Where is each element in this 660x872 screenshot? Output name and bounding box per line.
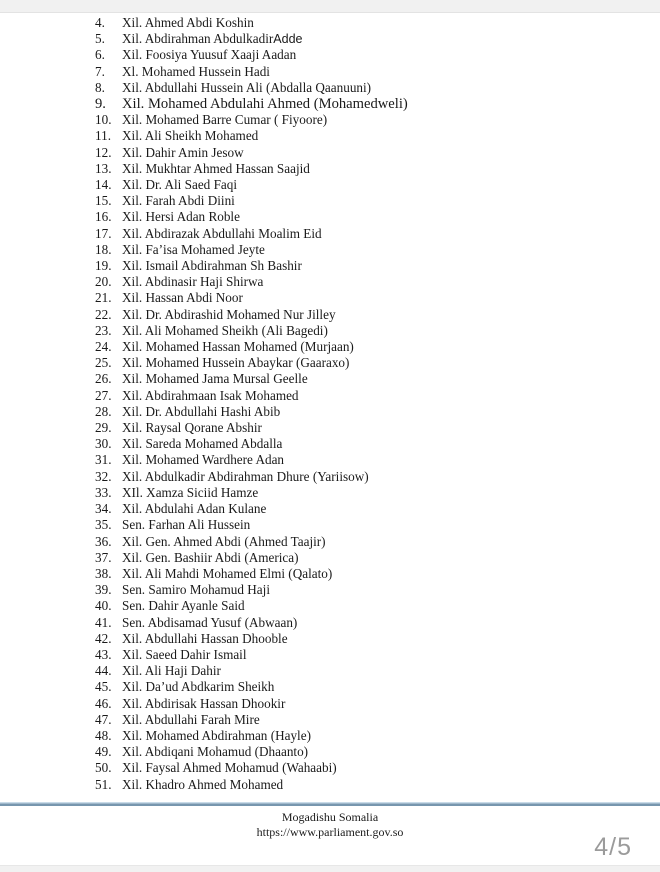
list-item (95, 371, 635, 387)
list-item (95, 47, 635, 63)
list-item-number: 28. (95, 403, 112, 419)
list-item-text: Xl. Mohamed Hussein Hadi (122, 63, 270, 79)
list-item-number: 33. (95, 484, 112, 500)
list-item-number: 48. (95, 727, 112, 743)
list-item-text: Xil. Abdirahman Abdulkadir (122, 31, 274, 47)
list-item-number: 4. (95, 15, 105, 30)
list-item (95, 290, 635, 306)
list-item-number: 24. (95, 339, 112, 355)
list-item-text: Xil. Ismail Abdirahman Sh Bashir (122, 258, 302, 274)
list-item-number: 42. (95, 630, 112, 646)
list-item-number: 12. (95, 144, 112, 160)
list-item (95, 258, 635, 274)
list-item-number: 14. (95, 177, 112, 193)
list-item-text: Xil. Saeed Dahir Ismail (122, 646, 247, 662)
list-item-number: 51. (95, 776, 112, 792)
list-item (95, 226, 635, 242)
list-item-text: Xil. Gen. Bashiir Abdi (America) (122, 549, 299, 565)
list-item-text: Sen. Dahir Ayanle Said (122, 598, 245, 614)
list-item (95, 631, 635, 647)
list-item-text: XIl. Xamza Siciid Hamze (122, 484, 259, 500)
list-item (95, 355, 635, 371)
list-item (95, 582, 635, 598)
list-item-text: Xil. Mohamed Hussein Abaykar (Gaaraxo) (122, 355, 350, 371)
list-item-number: 11. (95, 128, 111, 144)
list-item-text: Xil. Dr. Abdirashid Mohamed Nur Jilley (122, 306, 336, 322)
list-item (95, 744, 635, 760)
list-item-number: 47. (95, 711, 112, 727)
list-item-text: Sen. Samiro Mohamud Haji (122, 582, 270, 598)
list-item (95, 242, 635, 258)
list-item-number: 10. (95, 112, 112, 128)
list-item-number: 21. (95, 290, 112, 306)
list-item-number: 13. (95, 160, 112, 176)
list-item (95, 112, 635, 128)
list-item-text: Xil. Dr. Abdullahi Hashi Abib (122, 403, 281, 419)
list-item-text: Xil. Mohamed Wardhere Adan (122, 452, 285, 468)
list-item-text: Xil. Khadro Ahmed Mohamed (122, 776, 284, 792)
list-item (95, 517, 635, 533)
list-item-number: 36. (95, 533, 112, 549)
list-item-text: Xil. Abdirisak Hassan Dhookir (122, 695, 286, 711)
list-item-number: 8. (95, 79, 105, 95)
list-item-text: Xil. Abdullahi Hassan Dhooble (122, 630, 288, 646)
footer-location: Mogadishu Somalia (281, 810, 379, 824)
list-item-number: 32. (95, 468, 112, 484)
list-item-text: Xil. Da’ud Abdkarim Sheikh (122, 679, 275, 695)
list-item-text: Xil. Gen. Ahmed Abdi (Ahmed Taajir) (122, 533, 326, 549)
list-item-text: Xil. Abdirahmaan Isak Mohamed (122, 387, 299, 403)
list-item-text: Xil. Abdulkadir Abdirahman Dhure (Yariisow) (122, 468, 369, 484)
list-item (95, 728, 635, 744)
list-item-text: Xil. Mohamed Barre Cumar ( Fiyoore) (122, 112, 328, 128)
list-item-text: Xil. Mukhtar Ahmed Hassan Saajid (122, 160, 310, 176)
list-item-number: 30. (95, 436, 112, 452)
list-item (95, 501, 635, 517)
footer-url-link[interactable]: https://www.parliament.gov.so (256, 825, 404, 839)
list-item (95, 485, 635, 501)
list-item-text: Xil. Ali Haji Dahir (122, 663, 221, 679)
list-item-number: 16. (95, 209, 112, 225)
list-item-text: Xil. Ali Sheikh Mohamed (122, 128, 259, 144)
list-item-number: 19. (95, 258, 112, 274)
list-item-number: 46. (95, 695, 112, 711)
list-item (95, 679, 635, 695)
page-footer (0, 810, 660, 840)
list-item (95, 404, 635, 420)
list-item-number: 41. (95, 614, 112, 630)
list-item (95, 598, 635, 614)
list-item-text: Xil. Mohamed Abdulahi Ahmed (Mohamedweli) (122, 96, 408, 113)
list-item-number: 17. (95, 225, 112, 241)
list-item (95, 80, 635, 96)
list-item (95, 177, 635, 193)
list-item-text: Xil. Mohamed Hassan Mohamed (Murjaan) (122, 339, 354, 355)
list-item (95, 64, 635, 80)
member-list (95, 15, 635, 793)
list-item (95, 712, 635, 728)
list-item-number: 29. (95, 420, 112, 436)
list-item-number: 7. (95, 63, 105, 79)
list-item-text: Xil. Abdullahi Farah Mire (122, 711, 260, 727)
list-item-number: 37. (95, 549, 112, 565)
list-item (95, 209, 635, 225)
list-item-number: 25. (95, 355, 112, 371)
list-item (95, 15, 635, 31)
list-item (95, 96, 635, 112)
list-item (95, 420, 635, 436)
list-item (95, 193, 635, 209)
list-item (95, 760, 635, 776)
list-item-number: 50. (95, 760, 112, 776)
list-item-number: 49. (95, 744, 112, 760)
list-item (95, 161, 635, 177)
list-item (95, 436, 635, 452)
list-item-text: Xil. Farah Abdi Diini (122, 193, 235, 209)
list-item-text: Xil. Raysal Qorane Abshir (122, 420, 262, 436)
list-item-number: 38. (95, 565, 112, 581)
list-item-text: Xil. Abdiqani Mohamud (Dhaanto) (122, 744, 309, 760)
list-item (95, 388, 635, 404)
list-item (95, 31, 635, 47)
list-item-text: Sen. Abdisamad Yusuf (Abwaan) (122, 614, 298, 630)
list-item (95, 615, 635, 631)
list-item (95, 452, 635, 468)
list-item-number: 40. (95, 598, 112, 614)
list-item-text: Xil. Ahmed Abdi Koshin (122, 15, 254, 30)
list-item-number: 34. (95, 501, 112, 517)
list-item (95, 647, 635, 663)
list-item (95, 128, 635, 144)
list-item (95, 566, 635, 582)
list-item-number: 26. (95, 371, 112, 387)
list-item-text: Xil. Sareda Mohamed Abdalla (122, 436, 283, 452)
list-item-text: Xil. Fa’isa Mohamed Jeyte (122, 241, 265, 257)
list-item (95, 323, 635, 339)
list-item-text: Xil. Abdinasir Haji Shirwa (122, 274, 264, 290)
list-item-text: Xil. Ali Mohamed Sheikh (Ali Bagedi) (122, 322, 328, 338)
list-item-text: Xil. Abdirazak Abdullahi Moalim Eid (122, 225, 322, 241)
footer-divider-rule (0, 802, 660, 806)
list-item (95, 534, 635, 550)
list-item (95, 469, 635, 485)
list-item-number: 39. (95, 582, 112, 598)
list-item (95, 777, 635, 793)
list-item-number: 6. (95, 47, 105, 63)
list-item-text: Xil. Hassan Abdi Noor (122, 290, 243, 306)
list-item-text-sans: Adde (273, 32, 303, 47)
list-item-number: 22. (95, 306, 112, 322)
list-item-number: 44. (95, 663, 112, 679)
list-item-text: Xil. Mohamed Abdirahman (Hayle) (122, 727, 311, 743)
list-item-number: 35. (95, 517, 112, 533)
list-item-number: 18. (95, 241, 112, 257)
list-item-number: 23. (95, 322, 112, 338)
list-item-number: 9. (95, 96, 106, 113)
list-item-number: 45. (95, 679, 112, 695)
list-item-number: 5. (95, 31, 105, 47)
page-counter: 4/5 (594, 833, 632, 861)
list-item (95, 696, 635, 712)
list-item (95, 339, 635, 355)
list-item (95, 274, 635, 290)
list-item-text: Xil. Faysal Ahmed Mohamud (Wahaabi) (122, 760, 337, 776)
list-item-text: Xil. Abdulahi Adan Kulane (122, 501, 267, 517)
list-item-text: Xil. Dr. Ali Saed Faqi (122, 177, 238, 193)
list-item (95, 550, 635, 566)
list-item-text: Xil. Hersi Adan Roble (122, 209, 240, 225)
list-item-text: Xil. Ali Mahdi Mohamed Elmi (Qalato) (122, 565, 333, 581)
list-item-text: Xil. Abdullahi Hussein Ali (Abdalla Qaanuuni) (122, 79, 372, 95)
list-item-text: Sen. Farhan Ali Hussein (122, 517, 251, 533)
page-top-edge-strip (0, 0, 660, 13)
list-item-number: 20. (95, 274, 112, 290)
page-bottom-edge-strip (0, 865, 660, 872)
list-item-text: Xil. Foosiya Yuusuf Xaaji Aadan (122, 47, 297, 63)
list-item-text: Xil. Mohamed Jama Mursal Geelle (122, 371, 308, 387)
list-item-number: 43. (95, 646, 112, 662)
list-item (95, 663, 635, 679)
list-item-number: 15. (95, 193, 112, 209)
list-item-text: Xil. Dahir Amin Jesow (122, 144, 244, 160)
list-item (95, 145, 635, 161)
list-item-number: 27. (95, 387, 112, 403)
list-item (95, 307, 635, 323)
list-item-number: 31. (95, 452, 112, 468)
